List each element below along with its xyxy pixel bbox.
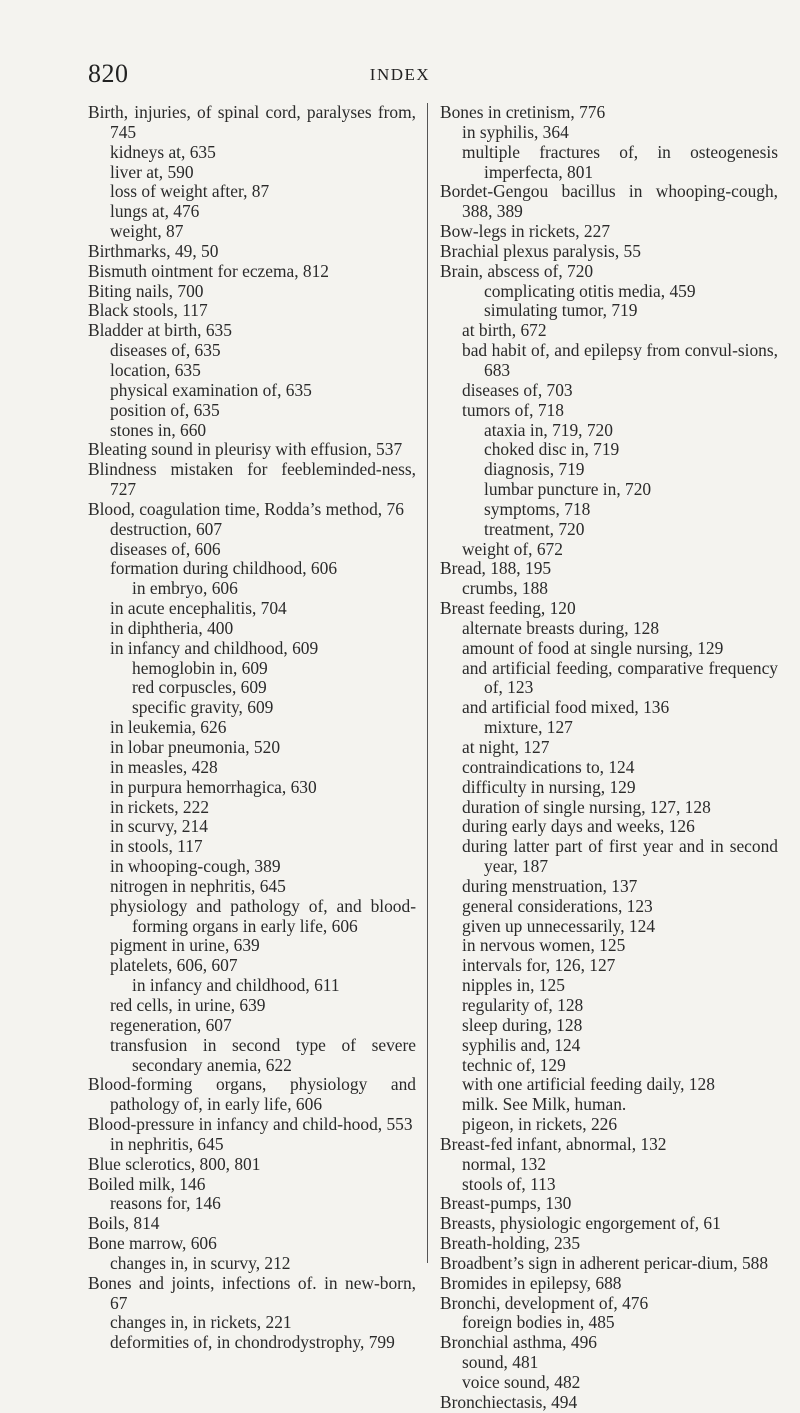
index-subentry: duration of single nursing, 127, 128 (462, 796, 711, 817)
index-subentry: sleep during, 128 (462, 1014, 583, 1035)
index-subentry: mixture, 127 (484, 717, 573, 738)
index-entry: Breast feeding, 120 (440, 598, 576, 619)
column-divider (427, 103, 428, 1263)
index-subentry: at night, 127 (462, 737, 550, 757)
index-entry: Biting nails, 700 (88, 280, 204, 301)
index-entry: Breath-holding, 235 (440, 1233, 581, 1254)
index-subentry: loss of weight after, 87 (110, 181, 270, 202)
index-subentry: ataxia in, 719, 720 (484, 419, 613, 440)
index-subentry: choked disc in, 719 (484, 439, 620, 460)
index-subentry: red corpuscles, 609 (132, 677, 267, 698)
index-entry: Blindness mistaken for feebleminded-ness, 727 (88, 459, 416, 500)
index-entry: Bladder at birth, 635 (88, 320, 232, 341)
index-entry: Bronchiectasis, 494 (440, 1391, 578, 1412)
index-entry: Bronchi, development of, 476 (440, 1292, 649, 1313)
index-entry: Bordet-Gengou bacillus in whooping-cough, 388, 389 (440, 181, 778, 222)
index-subentry: during latter part of first year and in second year, 187 (462, 836, 778, 877)
index-subentry: milk. See Milk, human. (462, 1094, 627, 1115)
index-entry: Blood-forming organs, physiology and pathology of, in early life, 606 (88, 1074, 416, 1115)
index-subentry: amount of food at single nursing, 129 (462, 637, 724, 658)
index-subentry: difficulty in nursing, 129 (462, 776, 636, 797)
index-entry: Bones and joints, infections of. in new-born, 67 (88, 1272, 416, 1313)
index-subentry: specific gravity, 609 (132, 697, 274, 718)
index-subentry: intervals for, 126, 127 (462, 955, 616, 976)
index-subentry: treatment, 720 (484, 518, 585, 539)
index-entry: Broadbent’s sign in adherent pericar-dium, 588 (440, 1252, 769, 1273)
index-subentry: in whooping-cough, 389 (110, 856, 281, 877)
index-entry: Breasts, physiologic engorgement of, 61 (440, 1213, 721, 1234)
index-subentry: pigment in urine, 639 (110, 935, 260, 956)
index-subentry: liver at, 590 (110, 161, 194, 182)
index-entry: Bismuth ointment for eczema, 812 (88, 260, 329, 281)
index-subentry: crumbs, 188 (462, 578, 548, 599)
index-entry: Birth, injuries, of spinal cord, paralyses from, 745 (88, 102, 416, 142)
index-subentry: in infancy and childhood, 611 (132, 975, 340, 996)
index-subentry: in infancy and childhood, 609 (110, 637, 319, 658)
index-entry: Brain, abscess of, 720 (440, 260, 594, 281)
index-entry: Boils, 814 (88, 1213, 160, 1234)
page-number: 820 (88, 59, 129, 88)
index-subentry: physical examination of, 635 (110, 379, 312, 400)
index-subentry: technic of, 129 (462, 1054, 566, 1075)
index-subentry: stones in, 660 (110, 419, 207, 440)
index-subentry: nipples in, 125 (462, 975, 565, 996)
index-entry: Bronchial asthma, 496 (440, 1332, 597, 1353)
index-subentry: kidneys at, 635 (110, 141, 216, 162)
index-subentry: in purpura hemorrhagica, 630 (110, 776, 317, 797)
index-entry: Brachial plexus paralysis, 55 (440, 240, 641, 261)
index-subentry: changes in, in scurvy, 212 (110, 1252, 291, 1273)
index-subentry: complicating otitis media, 459 (484, 280, 696, 301)
index-subentry: diseases of, 635 (110, 340, 221, 361)
index-subentry: alternate breasts during, 128 (462, 617, 660, 638)
index-entry: Blood, coagulation time, Rodda’s method, 76 (88, 498, 404, 519)
index-entry: Breast-fed infant, abnormal, 132 (440, 1133, 667, 1154)
index-subentry: in lobar pneumonia, 520 (110, 737, 281, 757)
index-subentry: in scurvy, 214 (110, 816, 208, 837)
index-subentry: diseases of, 703 (462, 379, 573, 400)
index-subentry: normal, 132 (462, 1153, 547, 1174)
index-subentry: with one artificial feeding daily, 128 (462, 1074, 715, 1095)
index-subentry: in measles, 428 (110, 756, 218, 777)
index-subentry: lumbar puncture in, 720 (484, 479, 652, 500)
index-subentry: platelets, 606, 607 (110, 955, 238, 976)
index-subentry: during menstruation, 137 (462, 875, 638, 896)
index-subentry: in nephritis, 645 (110, 1133, 224, 1154)
index-subentry: in acute encephalitis, 704 (110, 598, 287, 619)
index-subentry: lungs at, 476 (110, 201, 200, 222)
index-subentry: formation during childhood, 606 (110, 558, 338, 579)
index-entry: Boiled milk, 146 (88, 1173, 206, 1194)
index-entry: Blue sclerotics, 800, 801 (88, 1153, 261, 1174)
index-subentry: red cells, in urine, 639 (110, 994, 266, 1015)
index-subentry: nitrogen in nephritis, 645 (110, 875, 286, 896)
index-subentry: given up unnecessarily, 124 (462, 915, 656, 936)
index-subentry: in rickets, 222 (110, 796, 210, 817)
index-subentry: foreign bodies in, 485 (462, 1312, 615, 1333)
index-subentry: weight of, 672 (462, 538, 563, 559)
index-subentry: general considerations, 123 (462, 895, 653, 916)
index-entry: Bone marrow, 606 (88, 1233, 217, 1254)
index-subentry: multiple fractures of, in osteogenesis imperfecta, 801 (462, 141, 778, 182)
index-subentry: changes in, in rickets, 221 (110, 1312, 292, 1333)
index-column-right (440, 103, 778, 1413)
index-subentry: reasons for, 146 (110, 1193, 221, 1214)
index-subentry: weight, 87 (110, 221, 184, 242)
index-subentry: diagnosis, 719 (484, 459, 585, 480)
index-subentry: pigeon, in rickets, 226 (462, 1114, 618, 1135)
index-subentry: at birth, 672 (462, 320, 547, 341)
index-subentry: in nervous women, 125 (462, 935, 626, 956)
index-entry: Bleating sound in pleurisy with effusion, 537 (88, 439, 403, 460)
index-subentry: hemoglobin in, 609 (132, 657, 268, 678)
index-subentry: in syphilis, 364 (462, 121, 569, 142)
index-subentry: transfusion in second type of severe secondary anemia, 622 (110, 1034, 416, 1075)
index-subentry: contraindications to, 124 (462, 756, 635, 777)
index-subentry: position of, 635 (110, 399, 220, 420)
index-column-left (88, 103, 416, 1353)
index-subentry: regeneration, 607 (110, 1014, 232, 1035)
index-subentry: sound, 481 (462, 1352, 539, 1373)
index-entry: Birthmarks, 49, 50 (88, 240, 219, 261)
index-entry: Bow-legs in rickets, 227 (440, 221, 611, 242)
index-subentry: diseases of, 606 (110, 538, 221, 559)
index-entry: Bread, 188, 195 (440, 558, 552, 579)
index-subentry: symptoms, 718 (484, 498, 591, 519)
index-subentry: in diphtheria, 400 (110, 617, 234, 638)
index-entry: Bromides in epilepsy, 688 (440, 1272, 622, 1293)
index-subentry: destruction, 607 (110, 518, 223, 539)
index-subentry: during early days and weeks, 126 (462, 816, 695, 837)
index-subentry: regularity of, 128 (462, 994, 584, 1015)
index-subentry: tumors of, 718 (462, 399, 564, 420)
index-entry: Breast-pumps, 130 (440, 1193, 572, 1214)
index-subentry: location, 635 (110, 359, 201, 380)
index-subentry: stools of, 113 (462, 1173, 556, 1194)
index-subentry: in embryo, 606 (132, 578, 238, 599)
index-subentry: simulating tumor, 719 (484, 300, 638, 321)
index-subentry: physiology and pathology of, and blood-forming organs in early life, 606 (110, 895, 416, 936)
index-subentry: bad habit of, and epilepsy from convul-sions, 683 (462, 340, 778, 380)
index-subentry: deformities of, in chondrodystrophy, 799 (110, 1332, 395, 1353)
index-entry: Black stools, 117 (88, 300, 208, 321)
index-subentry: in leukemia, 626 (110, 717, 227, 738)
index-entry: Blood-pressure in infancy and child-hood, 553 (88, 1114, 413, 1135)
index-subentry: voice sound, 482 (462, 1372, 581, 1392)
index-subentry: in stools, 117 (110, 836, 203, 857)
running-head: INDEX (369, 65, 431, 84)
index-entry: Bones in cretinism, 776 (440, 102, 606, 122)
index-subentry: and artificial food mixed, 136 (462, 697, 670, 718)
index-subentry: and artificial feeding, comparative frequency of, 123 (462, 657, 778, 698)
index-subentry: syphilis and, 124 (462, 1034, 581, 1055)
